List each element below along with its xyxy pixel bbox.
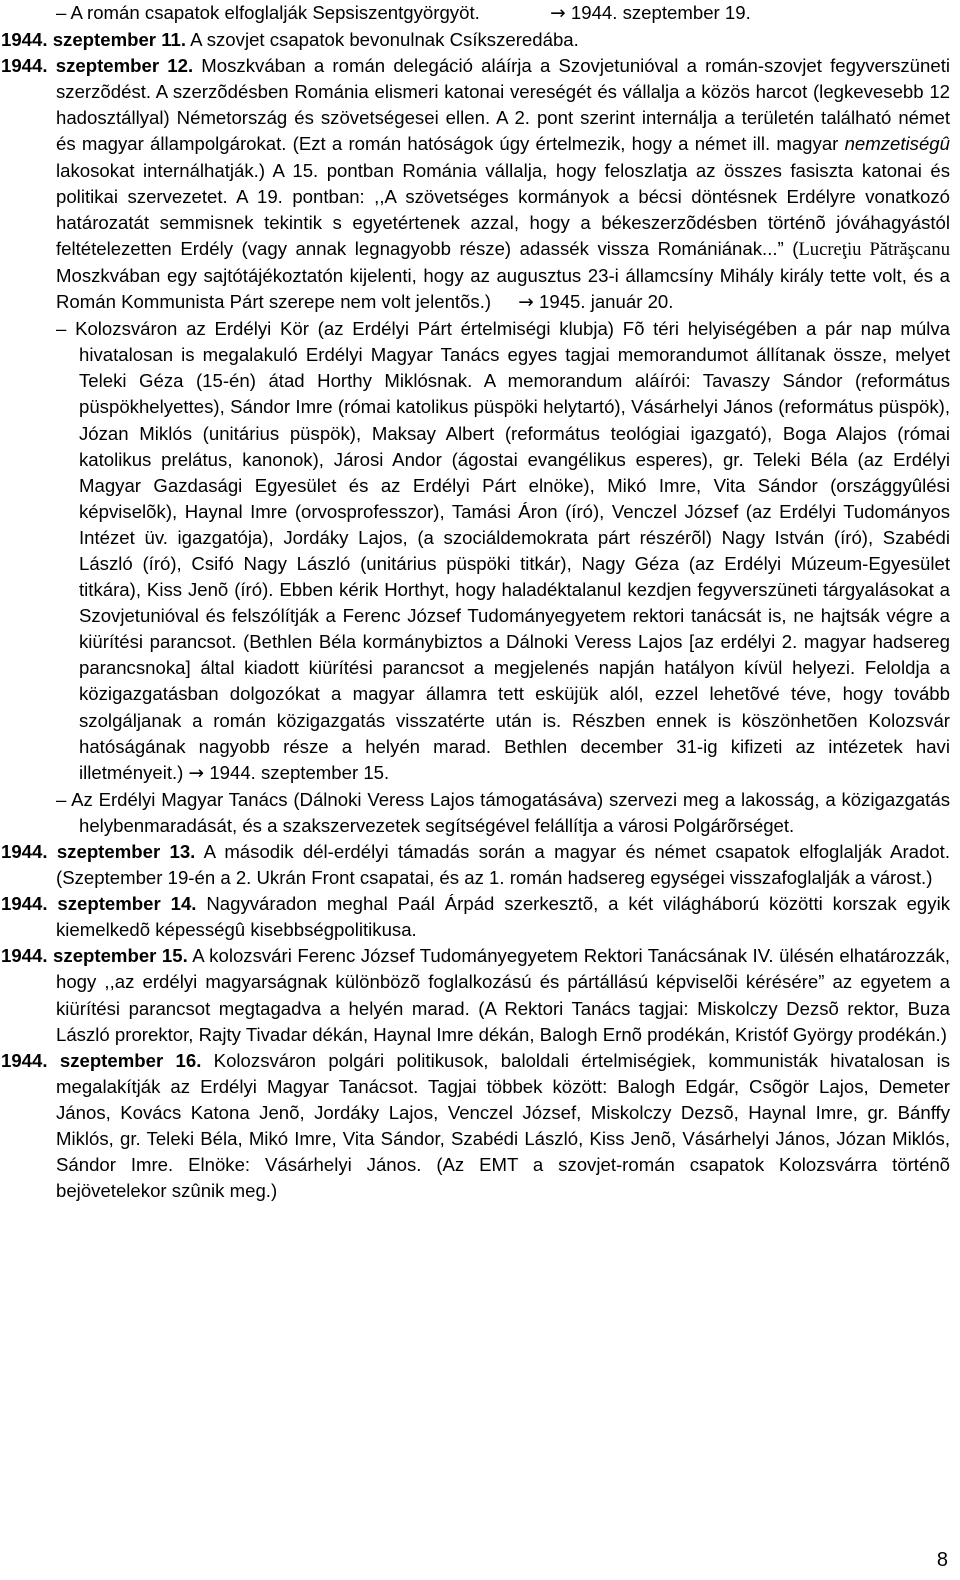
right-arrow-icon: → — [550, 3, 566, 24]
entry-text: Nagyváradon meghal Paál Árpád szerkesztõ, a két világháború közötti korszak egyik kiemelkedõ képességû kisebbségpolitikusa. — [56, 893, 951, 941]
entry-text-italic: nemzetiségû — [844, 133, 950, 155]
entry-text: A második dél-erdélyi támadás során a magyar és német csapatok elfoglalják Aradot. (Szeptember 19-én a 2. Ukrán Front csapatai, és az 1. román hadsereg egységei visszafoglalják a várost.) — [56, 841, 950, 889]
entry-text: – A román csapatok elfoglalják Sepsiszentgyörgyöt. — [56, 2, 480, 23]
right-arrow-icon: → — [518, 292, 534, 314]
entry-text: A szovjet csapatok bevonulnak Csíkszeredába. — [186, 29, 579, 51]
entry-text: Moszkvában egy sajtótájékoztatón kijelenti, hogy az augusztus 23-i államcsíny Mihály király tette volt, és a Román Kommunista Párt szerepe nem volt jelentõs.) — [56, 264, 950, 313]
cross-reference: 1945. január 20. — [539, 291, 674, 313]
entry-date: 1944. szeptember 14. — [1, 893, 197, 915]
entry-date: 1944. szeptember 13. — [1, 841, 196, 862]
entry-text: Moszkvában a román delegáció aláírja a Szovjetunióval a román-szovjet fegyverszüneti szerzõdést. A szerzõdésben Románia elismeri katonai vereségét és vállalja a közös harcot (legkevesebb 12 hadosztállyal) Németország és szövetségesei ellen. A 2. pont szerint internálja a területén található német és magyar állampolgárokat. (Ezt a román hatóságok úgy értelmezik, hogy a német ill. magyar — [56, 55, 950, 155]
entry-sept-14 — [1, 891, 950, 943]
sub-entry-kolozsvar-memorandum — [56, 316, 950, 787]
entry-date: 1944. szeptember 11. — [1, 29, 187, 51]
entry-sept-13 — [1, 839, 950, 891]
entry-date: 1944. szeptember 15. — [1, 945, 188, 967]
entry-text: A kolozsvári Ferenc József Tudományegyetem Rektori Tanácsának IV. ülésén elhatározzák, hogy ,,az erdélyi magyarságnak különbözõ foglalkozású és pártállású képviselõi kérésére” az egyetem a kiürítési parancsot megtagadva a helyén marad. (A Rektori Tanács tagjai: Miskolczy Dezsõ rektor, Buza László prorektor, Rajty Tivadar dékán, Haynal Imre dékán, Balogh Ernõ prodékán, Kristóf György prodékán.) — [56, 945, 951, 1045]
entry-sepsiszentgyorgy — [56, 0, 950, 27]
page-number: 8 — [936, 1549, 948, 1571]
entry-text: – Az Erdélyi Magyar Tanács (Dálnoki Veress Lajos támogatásáva) szervezi meg a lakosság, a közigazgatás helybenmaradását, és a szakszervezetek segítségével felállítja a városi Polgárõrséget. — [56, 788, 950, 836]
entry-text: – Kolozsváron az Erdélyi Kör (az Erdélyi Párt értelmiségi klubja) Fõ téri helyiségében a pár nap múlva hivatalosan is megalakuló Erdélyi Magyar Tanács egyes tagjai memorandumot állítanak össze, melyet Teleki Géza (15-én) átad Horthy Miklósnak. A memorandum aláírói: Tavaszy Sándor (református püspökhelyettes), Sándor Imre (római katolikus püspöki helytartó), Vásárhelyi János (református püspök), Józan Miklós (unitárius püspök), Maksay Albert (református teológiai igazgató), Boga Alajos (római katolikus prelátus, kanonok), Járosi Andor (ágostai evangélikus esperes), gr. Teleki Béla (az Erdélyi Magyar Gazdasági Egyesület és az Erdélyi Párt elnöke), Mikó Imre, Vita Sándor (országgyûlési képviselõk), Haynal Imre (orvosprofesszor), Tamási Áron (író), Venczel József (az Erdélyi Tudományos Intézet üv. igazgatója), Jordáky Lajos, (a szociáldemokrata párt részérõl) Nagy István (író), Szabédi László (író), Csifó Nagy László (unitárius püspöki titkár), Nagy Géza (az Erdélyi Múzeum-Egyesület titkára), Kiss Jenõ (író). Ebben kérik Horthyt, hogy haladéktalanul kezdjen fegyverszüneti tárgyalásokat a Szovjetunióval és felszólítják a Ferenc József Tudományegyetem rektori tanácsát is, ne hajtsák végre a kiürítési parancsot. (Bethlen Béla kormánybiztos a Dálnoki Veress Lajos [az erdélyi 2. magyar hadsereg parancsnoka] által kiadott kiürítési parancsot a megjelenés napján hatályon kívül helyezi. Feloldja a közigazgatásban dolgozókat a magyar államra tett esküjük alól, ezzel lehetõvé téve, hogy tovább szolgáljanak a román közigazgatás visszatérte után is. Részben ennek is köszönhetõen Kolozsvár hatóságának nagyobb része a helyén marad. Bethlen december 31-ig kifizeti az intézetek havi illetményeit.) — [56, 318, 950, 783]
entry-date: 1944. szeptember 12. — [1, 55, 194, 77]
entry-text-serif: Lucreţiu Pătrăşcanu — [798, 238, 950, 260]
entry-text: Kolozsváron polgári politikusok, baloldali értelmiségiek, kommunisták hivatalosan is megalakítják az Erdélyi Magyar Tanácsot. Tagjai többek között: Balogh Edgár, Csõgör Lajos, Demeter János, Kovács Katona Jenõ, Jordáky Lajos, Venczel József, Miskolczy Dezsõ, Haynal Imre, gr. Bánffy Miklós, gr. Teleki Béla, Mikó Imre, Vita Sándor, Szabédi László, Kiss Jenõ, Vásárhelyi János, Józan Miklós, Sándor Imre. Elnöke: Vásárhelyi János. (Az EMT a szovjet-román csapatok Kolozsvárra történõ bejövetelekor szûnik meg.) — [56, 1049, 950, 1202]
entry-sept-16 — [1, 1048, 950, 1205]
entry-sept-12 — [1, 53, 950, 316]
sub-entry-erdelyi-magyar-tanacs — [56, 787, 950, 839]
entry-text: lakosokat internálhatják.) A 15. pontban Románia vállalja, hogy feloszlatja az összes fasiszta katonai és politikai szervezetet. A 19. pontban: ,,A szövetséges kormányok a bécsi döntésnek Erdélyre vonatkozó határozatát semmisnek tekintik s egyetértenek azzal, hogy a békeszerzõdésben történõ jóváhagyástól feltételezetten Erdély (vagy annak legnagyobb része) adassék vissza Romániának...” ( — [56, 159, 950, 259]
cross-reference: 1944. szeptember 15. — [209, 761, 390, 783]
right-arrow-icon: → — [188, 762, 205, 784]
document-body — [1, 0, 951, 1204]
entry-sept-11 — [1, 27, 950, 53]
cross-reference: 1944. szeptember 19. — [570, 2, 751, 23]
entry-sept-15 — [1, 943, 950, 1047]
entry-date: 1944. szeptember 16. — [1, 1049, 202, 1071]
